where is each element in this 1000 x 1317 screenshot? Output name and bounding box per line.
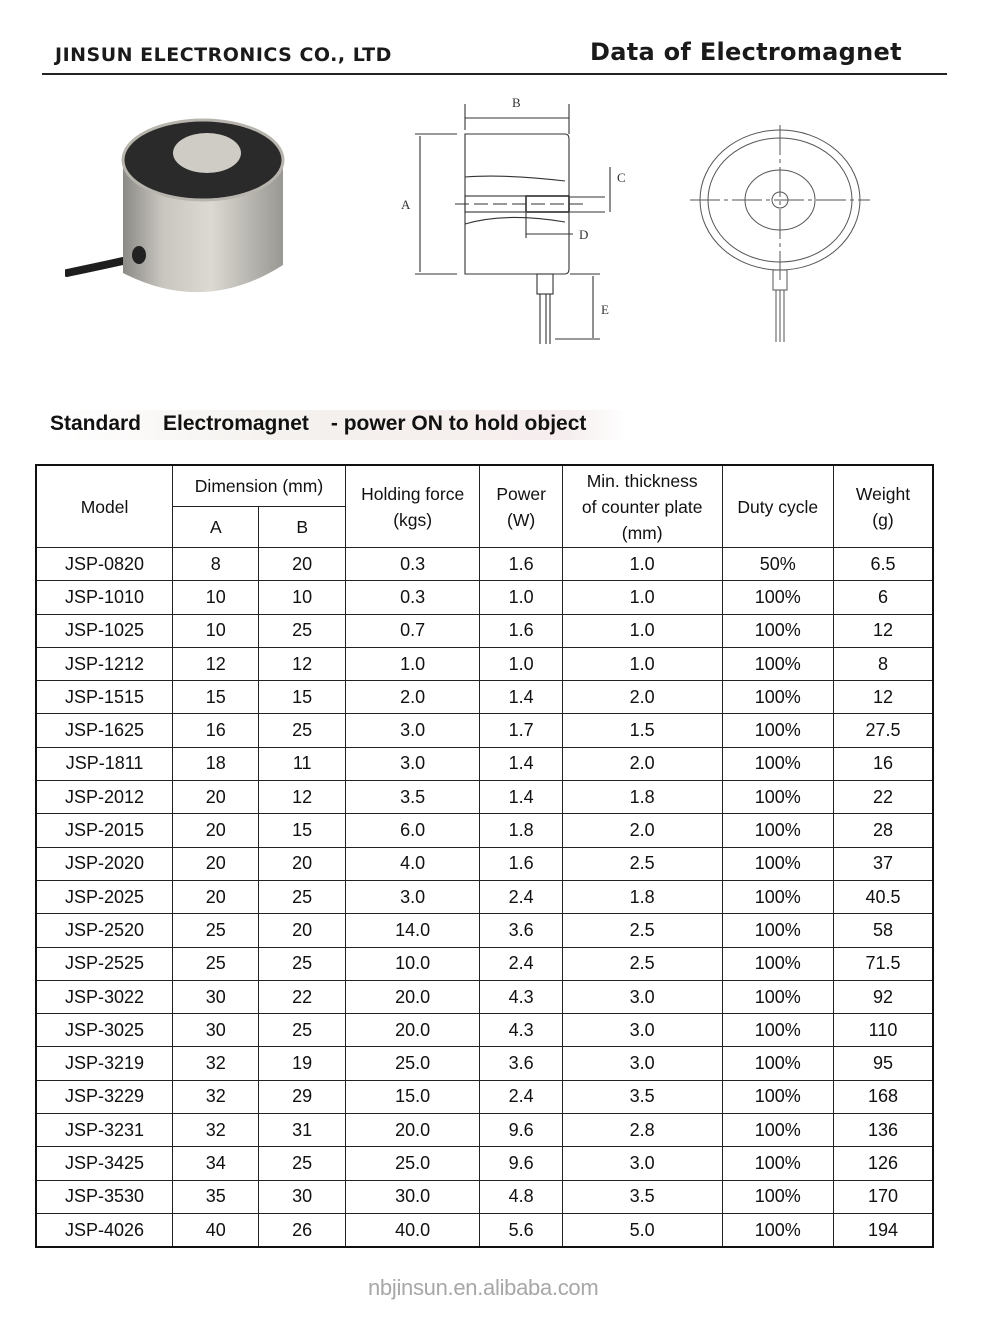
cell-holding-force: 1.0	[345, 647, 480, 680]
cell-duty-cycle: 100%	[722, 814, 833, 847]
cell-model: JSP-2520	[36, 914, 173, 947]
cell-dim-a: 30	[173, 980, 259, 1013]
cell-holding-force: 4.0	[345, 847, 480, 880]
table-row	[36, 880, 933, 913]
side-view-drawing	[395, 92, 635, 354]
cell-holding-force: 0.3	[345, 581, 480, 614]
cell-dim-b: 15	[259, 681, 345, 714]
table-row	[36, 1213, 933, 1247]
cell-duty-cycle: 100%	[722, 1047, 833, 1080]
cell-dim-a: 32	[173, 1080, 259, 1113]
cell-weight: 194	[834, 1213, 934, 1247]
cell-min-thickness: 3.0	[562, 1147, 722, 1180]
cell-dim-b: 20	[259, 847, 345, 880]
cell-weight: 12	[834, 681, 934, 714]
cell-duty-cycle: 100%	[722, 1147, 833, 1180]
header-weight	[834, 465, 934, 548]
cell-holding-force: 30.0	[345, 1180, 480, 1213]
cell-dim-b: 20	[259, 548, 345, 581]
cell-min-thickness: 2.5	[562, 914, 722, 947]
cell-dim-a: 20	[173, 814, 259, 847]
cell-min-thickness: 3.0	[562, 1014, 722, 1047]
cell-duty-cycle: 100%	[722, 1114, 833, 1147]
cell-min-thickness: 5.0	[562, 1213, 722, 1247]
cell-min-thickness: 2.8	[562, 1114, 722, 1147]
cell-holding-force: 3.0	[345, 714, 480, 747]
table-row	[36, 614, 933, 647]
header-model: Model	[36, 465, 173, 548]
cell-weight: 71.5	[834, 947, 934, 980]
cell-weight: 58	[834, 914, 934, 947]
table-row	[36, 1114, 933, 1147]
cell-min-thickness: 2.0	[562, 747, 722, 780]
cell-duty-cycle: 100%	[722, 847, 833, 880]
cell-duty-cycle: 100%	[722, 747, 833, 780]
cell-power: 1.8	[480, 814, 562, 847]
cell-dim-b: 15	[259, 814, 345, 847]
top-view-drawing	[685, 120, 875, 350]
cell-power: 1.4	[480, 747, 562, 780]
cell-dim-b: 25	[259, 614, 345, 647]
cell-dim-b: 31	[259, 1114, 345, 1147]
cell-power: 2.4	[480, 947, 562, 980]
table-row	[36, 1047, 933, 1080]
cell-holding-force: 15.0	[345, 1080, 480, 1113]
cell-weight: 126	[834, 1147, 934, 1180]
cell-dim-a: 10	[173, 614, 259, 647]
cell-min-thickness: 1.0	[562, 581, 722, 614]
cell-duty-cycle: 50%	[722, 548, 833, 581]
cell-duty-cycle: 100%	[722, 1080, 833, 1113]
cell-duty-cycle: 100%	[722, 714, 833, 747]
header-dim-a: A	[173, 507, 259, 548]
cell-holding-force: 3.0	[345, 747, 480, 780]
header-duty-cycle: Duty cycle	[722, 465, 833, 548]
watermark: nbjinsun.en.alibaba.com	[368, 1275, 599, 1300]
cell-min-thickness: 3.0	[562, 1047, 722, 1080]
section-title-electromagnet: Electromagnet	[163, 412, 309, 435]
cell-min-thickness: 2.0	[562, 814, 722, 847]
cell-dim-a: 32	[173, 1114, 259, 1147]
cell-dim-a: 18	[173, 747, 259, 780]
table-row	[36, 714, 933, 747]
cell-duty-cycle: 100%	[722, 681, 833, 714]
cell-holding-force: 20.0	[345, 1114, 480, 1147]
cell-power: 5.6	[480, 1213, 562, 1247]
section-title-description: - power ON to hold object	[330, 412, 587, 435]
cell-power: 1.4	[480, 781, 562, 814]
cell-weight: 170	[834, 1180, 934, 1213]
cell-model: JSP-3425	[36, 1147, 173, 1180]
cell-holding-force: 25.0	[345, 1047, 480, 1080]
cell-model: JSP-2020	[36, 847, 173, 880]
header-holding-force-line1: Holding force	[361, 483, 465, 504]
cell-min-thickness: 1.0	[562, 647, 722, 680]
cell-min-thickness: 1.8	[562, 880, 722, 913]
header-dimension: Dimension (mm)	[173, 465, 346, 507]
table-row	[36, 914, 933, 947]
table-row	[36, 681, 933, 714]
cell-dim-b: 29	[259, 1080, 345, 1113]
header-min-thickness-line3: (mm)	[621, 522, 663, 543]
electromagnet-photo	[65, 115, 290, 320]
dim-label-b: B	[512, 95, 521, 110]
cell-min-thickness: 1.8	[562, 781, 722, 814]
section-title-standard: Standard	[50, 412, 142, 435]
cell-dim-b: 25	[259, 947, 345, 980]
table-row	[36, 647, 933, 680]
cell-model: JSP-3229	[36, 1080, 173, 1113]
cell-model: JSP-3231	[36, 1114, 173, 1147]
cell-model: JSP-3025	[36, 1014, 173, 1047]
cell-model: JSP-2025	[36, 880, 173, 913]
cell-dim-a: 35	[173, 1180, 259, 1213]
cell-min-thickness: 2.5	[562, 947, 722, 980]
cell-model: JSP-1212	[36, 647, 173, 680]
header-power-line1: Power	[496, 483, 546, 504]
cell-model: JSP-1811	[36, 747, 173, 780]
header-weight-line2: (g)	[872, 509, 894, 530]
dim-label-d: D	[579, 227, 589, 242]
table-row	[36, 747, 933, 780]
cell-model: JSP-3219	[36, 1047, 173, 1080]
cell-holding-force: 25.0	[345, 1147, 480, 1180]
table-row	[36, 581, 933, 614]
table-row	[36, 1147, 933, 1180]
table-row	[36, 1014, 933, 1047]
cell-dim-b: 11	[259, 747, 345, 780]
cell-dim-a: 20	[173, 847, 259, 880]
header-holding-force	[345, 465, 480, 548]
cell-holding-force: 40.0	[345, 1213, 480, 1247]
cell-model: JSP-1010	[36, 581, 173, 614]
cell-min-thickness: 1.0	[562, 548, 722, 581]
cell-dim-b: 25	[259, 880, 345, 913]
cell-dim-b: 12	[259, 781, 345, 814]
cell-min-thickness: 1.5	[562, 714, 722, 747]
cell-weight: 110	[834, 1014, 934, 1047]
cell-dim-b: 26	[259, 1213, 345, 1247]
cell-duty-cycle: 100%	[722, 880, 833, 913]
spec-table	[35, 464, 934, 1248]
cell-dim-a: 20	[173, 880, 259, 913]
cell-min-thickness: 3.0	[562, 980, 722, 1013]
cell-dim-b: 25	[259, 1147, 345, 1180]
cell-min-thickness: 3.5	[562, 1080, 722, 1113]
cell-holding-force: 3.0	[345, 880, 480, 913]
cell-holding-force: 20.0	[345, 1014, 480, 1047]
table-row	[36, 548, 933, 581]
cell-model: JSP-1625	[36, 714, 173, 747]
cell-dim-a: 34	[173, 1147, 259, 1180]
cell-weight: 136	[834, 1114, 934, 1147]
cell-weight: 95	[834, 1047, 934, 1080]
cell-weight: 37	[834, 847, 934, 880]
cell-dim-b: 20	[259, 914, 345, 947]
table-row	[36, 947, 933, 980]
cell-model: JSP-2015	[36, 814, 173, 847]
cell-min-thickness: 1.0	[562, 614, 722, 647]
header-dim-b: B	[259, 507, 345, 548]
header-power	[480, 465, 562, 548]
cell-holding-force: 20.0	[345, 980, 480, 1013]
cell-model: JSP-4026	[36, 1213, 173, 1247]
cell-holding-force: 0.7	[345, 614, 480, 647]
cell-weight: 40.5	[834, 880, 934, 913]
cell-dim-b: 25	[259, 714, 345, 747]
cell-power: 3.6	[480, 1047, 562, 1080]
cell-model: JSP-1025	[36, 614, 173, 647]
cell-duty-cycle: 100%	[722, 914, 833, 947]
cell-power: 1.6	[480, 614, 562, 647]
company-name: JINSUN ELECTRONICS CO., LTD	[55, 44, 392, 66]
table-row	[36, 847, 933, 880]
cell-dim-b: 19	[259, 1047, 345, 1080]
table-row	[36, 1080, 933, 1113]
cell-duty-cycle: 100%	[722, 581, 833, 614]
cell-power: 4.8	[480, 1180, 562, 1213]
cell-power: 1.6	[480, 847, 562, 880]
cell-power: 1.0	[480, 647, 562, 680]
cell-power: 4.3	[480, 980, 562, 1013]
cell-power: 1.6	[480, 548, 562, 581]
header-min-thickness-line2: of counter plate	[581, 496, 703, 517]
cell-weight: 28	[834, 814, 934, 847]
section-title	[50, 410, 626, 440]
cell-holding-force: 14.0	[345, 914, 480, 947]
cell-holding-force: 3.5	[345, 781, 480, 814]
dim-label-c: C	[617, 170, 626, 185]
cell-holding-force: 2.0	[345, 681, 480, 714]
header-min-thickness	[562, 465, 722, 548]
cell-dim-b: 10	[259, 581, 345, 614]
cell-power: 1.0	[480, 581, 562, 614]
cell-duty-cycle: 100%	[722, 980, 833, 1013]
cell-duty-cycle: 100%	[722, 947, 833, 980]
table-row	[36, 1180, 933, 1213]
cell-model: JSP-3022	[36, 980, 173, 1013]
cell-power: 4.3	[480, 1014, 562, 1047]
cell-weight: 27.5	[834, 714, 934, 747]
cell-power: 9.6	[480, 1114, 562, 1147]
cell-weight: 12	[834, 614, 934, 647]
cell-dim-a: 8	[173, 548, 259, 581]
cell-weight: 6	[834, 581, 934, 614]
cell-power: 2.4	[480, 1080, 562, 1113]
cell-power: 9.6	[480, 1147, 562, 1180]
header-min-thickness-line1: Min. thickness	[586, 470, 698, 491]
cell-dim-b: 30	[259, 1180, 345, 1213]
cell-duty-cycle: 100%	[722, 647, 833, 680]
cell-weight: 22	[834, 781, 934, 814]
cell-weight: 92	[834, 980, 934, 1013]
cell-model: JSP-0820	[36, 548, 173, 581]
dim-label-a: A	[401, 197, 411, 212]
cell-dim-a: 40	[173, 1213, 259, 1247]
cell-dim-a: 15	[173, 681, 259, 714]
cell-model: JSP-1515	[36, 681, 173, 714]
cell-duty-cycle: 100%	[722, 614, 833, 647]
cell-dim-b: 22	[259, 980, 345, 1013]
cell-duty-cycle: 100%	[722, 1213, 833, 1247]
table-row	[36, 781, 933, 814]
header-divider	[42, 73, 947, 75]
cell-dim-a: 30	[173, 1014, 259, 1047]
cell-model: JSP-2012	[36, 781, 173, 814]
cell-dim-a: 32	[173, 1047, 259, 1080]
dim-label-e: E	[601, 302, 609, 317]
cell-holding-force: 0.3	[345, 548, 480, 581]
cell-weight: 168	[834, 1080, 934, 1113]
cell-dim-a: 25	[173, 947, 259, 980]
cell-duty-cycle: 100%	[722, 1014, 833, 1047]
cell-dim-b: 12	[259, 647, 345, 680]
header-power-line2: (W)	[507, 509, 536, 530]
cell-power: 1.4	[480, 681, 562, 714]
cell-weight: 6.5	[834, 548, 934, 581]
cell-dim-a: 20	[173, 781, 259, 814]
cell-dim-a: 16	[173, 714, 259, 747]
cell-min-thickness: 2.0	[562, 681, 722, 714]
cell-dim-b: 25	[259, 1014, 345, 1047]
header-weight-line1: Weight	[855, 483, 911, 504]
table-body	[36, 548, 933, 1248]
cell-dim-a: 25	[173, 914, 259, 947]
header-holding-force-line2: (kgs)	[393, 509, 433, 530]
table-row	[36, 814, 933, 847]
cell-holding-force: 6.0	[345, 814, 480, 847]
cell-weight: 16	[834, 747, 934, 780]
cell-power: 3.6	[480, 914, 562, 947]
cell-min-thickness: 3.5	[562, 1180, 722, 1213]
table-header-row	[36, 465, 933, 507]
table-row	[36, 980, 933, 1013]
cell-model: JSP-2525	[36, 947, 173, 980]
cell-model: JSP-3530	[36, 1180, 173, 1213]
cell-weight: 8	[834, 647, 934, 680]
cell-duty-cycle: 100%	[722, 781, 833, 814]
cell-dim-a: 12	[173, 647, 259, 680]
page-title: Data of Electromagnet	[590, 38, 902, 66]
cell-power: 2.4	[480, 880, 562, 913]
cell-duty-cycle: 100%	[722, 1180, 833, 1213]
cell-dim-a: 10	[173, 581, 259, 614]
cell-holding-force: 10.0	[345, 947, 480, 980]
cell-min-thickness: 2.5	[562, 847, 722, 880]
cell-power: 1.7	[480, 714, 562, 747]
